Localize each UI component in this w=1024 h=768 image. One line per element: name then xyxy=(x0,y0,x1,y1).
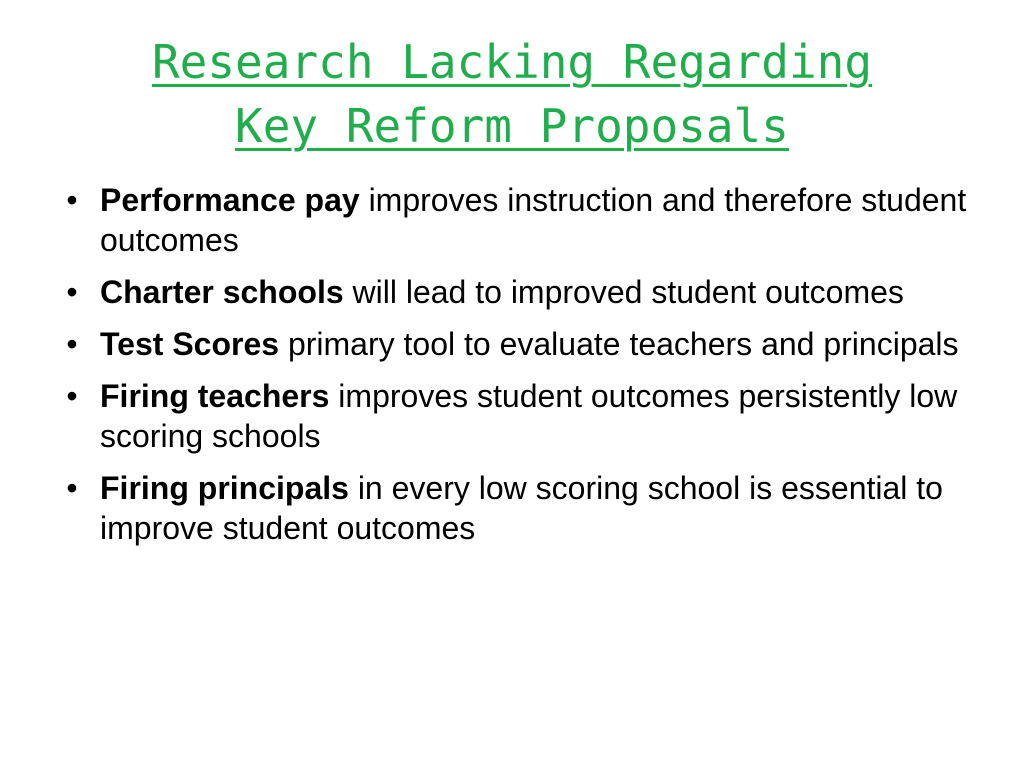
bullet-list xyxy=(62,180,972,560)
slide-title-line-1: Research Lacking Regarding xyxy=(151,35,873,89)
bullet-item xyxy=(62,376,972,456)
bullet-icon: • xyxy=(66,182,78,218)
bullet-bold-text: Firing teachers xyxy=(100,378,330,414)
bullet-text: will lead to improved student outcomes xyxy=(343,274,904,310)
bullet-icon: • xyxy=(66,326,78,362)
bullet-icon: • xyxy=(66,470,78,506)
bullet-icon: • xyxy=(66,378,78,414)
bullet-text: primary tool to evaluate teachers and principals xyxy=(279,326,959,362)
bullet-bold-text: Test Scores xyxy=(100,326,280,362)
bullet-bold-text: Charter schools xyxy=(100,274,344,310)
bullet-icon: • xyxy=(66,274,78,310)
bullet-text: improves instruction and therefore student outcomes xyxy=(100,182,967,258)
slide-title-line-2: Key Reform Proposals xyxy=(235,99,789,153)
bullet-text: in every low scoring school is essential to improve student outcomes xyxy=(100,470,943,546)
slide-title xyxy=(60,30,964,158)
bullet-item xyxy=(62,272,972,312)
bullet-item xyxy=(62,468,972,548)
bullet-bold-text: Firing principals xyxy=(100,470,349,506)
bullet-bold-text: Performance pay xyxy=(100,182,360,218)
bullet-item xyxy=(62,324,972,364)
bullet-item xyxy=(62,180,972,260)
bullet-text: improves student outcomes persistently low scoring schools xyxy=(100,378,958,454)
